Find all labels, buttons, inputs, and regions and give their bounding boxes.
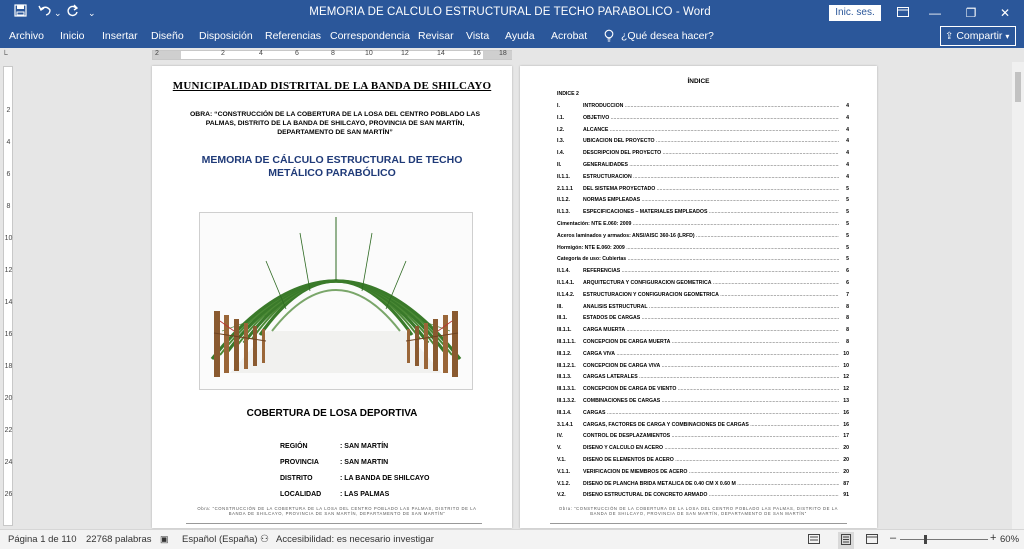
toc-number: I. — [557, 103, 560, 109]
tab-disposicion[interactable]: Disposición — [199, 30, 253, 42]
page-footer: Obra: “CONSTRUCCIÓN DE LA COBERTURA DE LA LOSA DEL CENTRO POBLADO LAS PALMAS, DISTRITO DE LA BANDA DE SHILCAYO, PROVINCIA DE SAN MARTÍN, DEPARTAMENTO DE SAN MARTÍN” — [197, 506, 477, 516]
toc-text: CARGAS LATERALES ..... — [583, 374, 839, 380]
toc-entry[interactable] — [557, 469, 849, 479]
toc-text: GENERALIDADES ..... — [583, 162, 839, 168]
footer-divider — [186, 523, 482, 524]
ruler-number: 18 — [4, 363, 13, 370]
province-value: : SAN MARTIN — [340, 459, 389, 466]
ruler-number: 2 — [6, 107, 11, 114]
redo-icon[interactable] — [66, 4, 79, 22]
toc-page-number: 12 — [843, 374, 849, 381]
horizontal-ruler[interactable] — [152, 50, 512, 60]
toc-text: ESTADOS DE CARGAS ..... — [583, 315, 839, 321]
toc-text: DEL SISTEMA PROYECTADO ..... — [583, 186, 839, 192]
toc-entry[interactable] — [557, 174, 849, 184]
toc-entry[interactable] — [557, 221, 849, 231]
footer-divider — [550, 523, 847, 524]
page-count[interactable]: Página 1 de 110 — [8, 534, 77, 545]
scrollbar-thumb[interactable] — [1015, 72, 1021, 102]
window-title: MEMORIA DE CALCULO ESTRUCTURAL DE TECHO PARABOLICO - Word — [309, 6, 711, 18]
toc-entry[interactable] — [557, 410, 849, 420]
tab-selector-icon[interactable]: └ — [2, 50, 8, 59]
undo-icon[interactable] — [38, 4, 52, 22]
ruler-number: 18 — [499, 50, 507, 57]
document-page-1[interactable] — [152, 66, 512, 528]
toc-number: V.2. — [557, 492, 566, 499]
toc-page-number: 20 — [843, 445, 849, 452]
toc-text: DISEÑO Y CALCULO EN ACERO ..... — [583, 445, 839, 451]
toc-page-number: 8 — [846, 327, 849, 334]
minimize-button[interactable]: — — [929, 6, 941, 20]
toc-page-number: 20 — [843, 457, 849, 463]
toc-entry[interactable] — [557, 292, 849, 302]
ruler-number: 8 — [331, 50, 335, 57]
ribbon-display-icon[interactable] — [888, 3, 918, 23]
toc-text: CONCEPCIÓN DE CARGA DE VIENTO ..... — [583, 386, 839, 392]
toc-entry[interactable] — [557, 339, 849, 349]
toc-number: II.1.2. — [557, 197, 570, 204]
toc-number: II.1.3. — [557, 209, 570, 216]
ruler-number: 14 — [437, 50, 445, 57]
toc-heading: ÍNDICE — [687, 78, 710, 85]
toc-page-number: 4 — [846, 173, 849, 180]
toc-text: Cimentación: NTE E.060: 2009 ..... — [557, 221, 839, 227]
title-bar — [0, 0, 1024, 26]
accessibility-icon[interactable]: ⚇ — [260, 534, 269, 545]
toc-text: VERIFICACIÓN DE MIEMBROS DE ACERO ..... — [583, 469, 839, 475]
toc-page-number: 16 — [843, 421, 849, 428]
toc-text: DISEÑO ESTRUCTURAL DE CONCRETO ARMADO ..... — [583, 492, 839, 498]
toc-page-number: 5 — [846, 221, 849, 227]
province-label: PROVINCIA — [280, 459, 319, 466]
region-value: : SAN MARTÍN — [340, 443, 389, 450]
undo-dropdown-icon[interactable]: ⌄ — [54, 8, 62, 18]
toc-text: CARGAS ..... — [583, 410, 839, 416]
toc-entry[interactable] — [557, 150, 849, 160]
ruler-number: 26 — [4, 491, 13, 498]
toc-page-number: 5 — [846, 232, 849, 239]
toc-entry[interactable] — [557, 162, 849, 172]
tab-inicio[interactable]: Inicio — [60, 30, 85, 42]
toc-page-number: 5 — [846, 256, 849, 263]
share-icon: ⇪ — [945, 31, 954, 42]
toc-entry[interactable] — [557, 386, 849, 396]
word-count[interactable]: 22768 palabras — [86, 534, 152, 545]
toc-text: UBICACIÓN DEL PROYECTO ..... — [583, 138, 839, 144]
print-layout-icon[interactable] — [838, 532, 854, 549]
proofing-icon[interactable]: ▣ — [160, 534, 169, 544]
toc-text: Aceros laminados y armados: ANSI/AISC 360-16 (LRFD) ..... — [557, 233, 839, 239]
ruler-number: 14 — [4, 299, 13, 306]
municipality-heading: MUNICIPALIDAD DISTRITAL DE LA BANDA DE SHILCAYO — [172, 80, 492, 92]
toc-page-number: 8 — [846, 315, 849, 322]
toc-page-number: 4 — [846, 162, 849, 168]
toc-number: V.1.1. — [557, 468, 571, 475]
toc-page-number: 5 — [846, 209, 849, 216]
cover-subtitle: COBERTURA DE LOSA DEPORTIVA — [246, 408, 418, 419]
toc-page-number: 4 — [846, 103, 849, 109]
toc-page-number: 5 — [846, 185, 849, 192]
page-footer: Obra: “CONSTRUCCIÓN DE LA COBERTURA DE LA LOSA DEL CENTRO POBLADO LAS PALMAS, DISTRITO DE LA BANDA DE SHILCAYO, PROVINCIA DE SAN MARTÍN, DEPARTAMENTO DE SAN MARTÍN” — [558, 506, 839, 516]
ruler-number: 20 — [4, 395, 13, 402]
tab-vista[interactable]: Vista — [466, 30, 490, 42]
toc-entry[interactable] — [557, 327, 849, 337]
toc-entry[interactable] — [557, 268, 849, 278]
ruler-number: 2 — [155, 50, 159, 57]
document-page-2[interactable] — [520, 66, 877, 528]
ruler-number: 24 — [4, 459, 13, 466]
toc-number: III.1.1. — [557, 327, 572, 334]
sign-in-button[interactable]: Inic. ses. — [829, 5, 881, 21]
ruler-number: 10 — [365, 50, 373, 57]
toc-text: ÍNDICE 2 — [557, 91, 579, 97]
toc-text: NORMAS EMPLEADAS ..... — [583, 197, 839, 203]
toc-entry[interactable] — [557, 398, 849, 408]
toc-entry[interactable] — [557, 186, 849, 196]
toc-entry[interactable] — [557, 363, 849, 373]
zoom-in-button[interactable]: + — [990, 532, 997, 544]
toc-number: III.1.1.1. — [557, 339, 576, 345]
toc-number: V.1.2. — [557, 480, 571, 487]
locality-label: LOCALIDAD — [280, 491, 322, 498]
project-name: OBRA: “CONSTRUCCIÓN DE LA COBERTURA DE LA LOSA DEL CENTRO POBLADO LAS PALMAS, DISTRITO DE LA BANDA DE SHILCAYO, PROVINCIA DE SAN MARTÍN, DEPARTAMENTO DE SAN MARTÍN” — [190, 111, 480, 136]
toc-number: 3.1.4.1 — [557, 421, 573, 428]
toc-text: COMBINACIONES DE CARGAS ..... — [583, 398, 839, 404]
tab-referencias[interactable]: Referencias — [265, 30, 322, 42]
restore-button[interactable]: ❐ — [965, 6, 977, 20]
toc-number: III. — [557, 303, 563, 310]
toc-text: CONCEPCIÓN DE CARGA MUERTA ..... — [583, 339, 839, 345]
toc-text: REFERENCIAS ..... — [583, 268, 839, 274]
share-label: Compartir — [956, 30, 1003, 42]
lightbulb-icon[interactable] — [604, 29, 614, 45]
zoom-out-button[interactable]: – — [890, 532, 897, 544]
toc-text: Hormigón: NTE E.060: 2009 ..... — [557, 245, 839, 251]
ruler-number: 4 — [6, 139, 11, 146]
toc-entry[interactable] — [557, 481, 849, 491]
toc-text: ARQUITECTURA Y CONFIGURACIÓN GEOMÉTRICA ..... — [583, 280, 839, 286]
toc-page-number: 5 — [846, 197, 849, 204]
toc-text: CARGA MUERTA ..... — [583, 327, 839, 333]
toc-page-number: 8 — [846, 339, 849, 345]
ribbon-tabs — [0, 26, 1024, 48]
tab-ayuda[interactable]: Ayuda — [505, 30, 535, 42]
zoom-slider-thumb[interactable] — [924, 535, 927, 544]
toc-entry[interactable] — [557, 315, 849, 325]
toc-text: DISEÑO DE PLANCHA BRIDA METÁLICA DE 0.40 CM X 0.60 M ..... — [583, 481, 839, 487]
tab-revisar[interactable]: Revisar — [418, 30, 454, 42]
zoom-level[interactable]: 60% — [1000, 534, 1020, 545]
toc-text: DISEÑO DE ELEMENTOS DE ACERO ..... — [583, 457, 839, 463]
accessibility-status[interactable]: Accesibilidad: es necesario investigar — [276, 534, 434, 545]
toc-entry[interactable] — [557, 351, 849, 361]
region-label: REGIÓN — [280, 443, 308, 450]
tab-insertar[interactable]: Insertar — [102, 30, 138, 42]
toc-number: II.1.4.1. — [557, 280, 575, 286]
toc-page-number: 4 — [846, 114, 849, 121]
save-icon[interactable] — [14, 4, 27, 22]
toc-number: III.1.4. — [557, 409, 572, 416]
toc-text: ANÁLISIS ESTRUCTURAL ..... — [583, 304, 839, 310]
tab-diseno[interactable]: Diseño — [151, 30, 184, 42]
customize-toolbar-icon[interactable]: ⌄ — [88, 8, 96, 18]
toc-entry[interactable] — [557, 280, 849, 290]
ruler-number: 10 — [4, 235, 13, 242]
toc-number: II. — [557, 162, 562, 168]
toc-number: III.1.3.1. — [557, 386, 576, 393]
toc-page-number: 4 — [846, 126, 849, 133]
toc-page-number: 12 — [843, 386, 849, 393]
toc-page-number: 13 — [843, 398, 849, 404]
toc-page-number: 8 — [846, 303, 849, 310]
ruler-number: 12 — [401, 50, 409, 57]
toc-entry[interactable] — [557, 492, 849, 502]
toc-page-number: 20 — [843, 468, 849, 475]
share-button[interactable] — [940, 26, 1016, 46]
toc-number: III.1.2.1. — [557, 362, 576, 369]
zoom-slider[interactable] — [900, 539, 988, 540]
toc-number: II.1.4.2. — [557, 291, 575, 298]
parabolic-roof-image[interactable] — [199, 212, 473, 390]
focus-mode-icon[interactable] — [808, 534, 820, 547]
toc-entry[interactable] — [557, 91, 849, 101]
tell-me-search[interactable]: ¿Qué desea hacer? — [621, 30, 714, 42]
document-title: MEMORIA DE CÁLCULO ESTRUCTURAL DE TECHO METÁLICO PARABÓLICO — [201, 154, 463, 179]
status-bar — [0, 529, 1024, 549]
toc-text: INTRODUCCIÓN ..... — [583, 103, 839, 109]
district-value: : LA BANDA DE SHILCAYO — [340, 475, 430, 482]
toc-page-number: 16 — [843, 409, 849, 416]
ruler-number: 16 — [4, 331, 13, 338]
tab-archivo[interactable]: Archivo — [9, 30, 45, 42]
toc-text: ESTRUCTURACIÓN ..... — [583, 174, 839, 180]
toc-text: CARGAS, FACTORES DE CARGA Y COMBINACIONES DE CARGAS ..... — [583, 422, 839, 428]
ruler-number: 6 — [6, 171, 11, 178]
toc-page-number: 6 — [846, 280, 849, 286]
locality-value: : LAS PALMAS — [340, 491, 390, 498]
ruler-number: 4 — [259, 50, 263, 57]
toc-page-number: 10 — [843, 350, 849, 357]
close-button[interactable]: ✕ — [999, 6, 1011, 20]
toc-page-number: 91 — [843, 492, 849, 499]
toc-text: ALCANCE ..... — [583, 127, 839, 133]
toc-text: ESPECIFICACIONES – MATERIALES EMPLEADOS ..... — [583, 209, 839, 215]
toc-entry[interactable] — [557, 304, 849, 314]
toc-text: ESTRUCTURACIÓN Y CONFIGURACIÓN GEOMÉTRICA ..... — [583, 292, 839, 298]
toc-text: Categoría de uso: Cubiertas ..... — [557, 256, 839, 262]
toc-number: I.2. — [557, 126, 565, 133]
toc-number: II.1.1. — [557, 173, 570, 180]
toc-page-number: 5 — [846, 244, 849, 251]
tab-correspondencia[interactable]: Correspondencia — [330, 30, 410, 42]
ruler-number: 16 — [473, 50, 481, 57]
toc-text: DESCRIPCIÓN DEL PROYECTO ..... — [583, 150, 839, 156]
toc-number: II.1.4. — [557, 268, 570, 275]
toc-page-number: 6 — [846, 268, 849, 275]
toc-number: III.1.3.2. — [557, 398, 576, 404]
toc-entry[interactable] — [557, 233, 849, 243]
toc-entry[interactable] — [557, 138, 849, 148]
toc-entry[interactable] — [557, 245, 849, 255]
toc-number: I.3. — [557, 138, 565, 145]
tab-acrobat[interactable]: Acrobat — [551, 30, 588, 42]
toc-entry[interactable] — [557, 445, 849, 455]
ruler-number: 22 — [4, 427, 13, 434]
toc-number: III.1. — [557, 315, 568, 322]
web-layout-icon[interactable] — [866, 534, 878, 547]
vertical-scrollbar[interactable] — [1012, 62, 1024, 529]
toc-entry[interactable] — [557, 115, 849, 125]
toc-number: I.4. — [557, 150, 565, 157]
toc-number: I.1. — [557, 114, 565, 121]
toc-text: CONCEPCIÓN DE CARGA VIVA ..... — [583, 363, 839, 369]
toc-entry[interactable] — [557, 197, 849, 207]
toc-entry[interactable] — [557, 127, 849, 137]
toc-entry[interactable] — [557, 374, 849, 384]
language-status[interactable]: Español (España) — [182, 534, 258, 545]
toc-entry[interactable] — [557, 457, 849, 467]
chevron-down-icon: ▾ — [1005, 32, 1010, 41]
toc-entry[interactable] — [557, 422, 849, 432]
ruler-number: 6 — [295, 50, 299, 57]
toc-number: III.1.3. — [557, 374, 572, 381]
toc-page-number: 4 — [846, 138, 849, 145]
toc-text: CARGA VIVA ..... — [583, 351, 839, 357]
toc-entry[interactable] — [557, 433, 849, 443]
toc-number: IV. — [557, 433, 563, 440]
ruler-number: 12 — [4, 267, 13, 274]
district-label: DISTRITO — [280, 475, 313, 482]
toc-entry[interactable] — [557, 103, 849, 113]
toc-number: III.1.2. — [557, 350, 572, 357]
toc-page-number: 4 — [846, 150, 849, 157]
ruler-number: 8 — [6, 203, 11, 210]
toc-page-number: 17 — [843, 433, 849, 440]
ruler-number: 2 — [221, 50, 225, 57]
toc-number: V.1. — [557, 457, 566, 463]
toc-entry[interactable] — [557, 209, 849, 219]
toc-page-number: 10 — [843, 362, 849, 369]
toc-number: 2.1.1.1 — [557, 185, 573, 192]
toc-entry[interactable] — [557, 256, 849, 266]
toc-page-number: 7 — [846, 291, 849, 298]
toc-text: OBJETIVO ..... — [583, 115, 839, 121]
toc-page-number: 87 — [843, 480, 849, 487]
toc-text: CONTROL DE DESPLAZAMIENTOS ..... — [583, 433, 839, 439]
vertical-ruler[interactable] — [3, 66, 13, 526]
toc-number: V. — [557, 445, 562, 452]
